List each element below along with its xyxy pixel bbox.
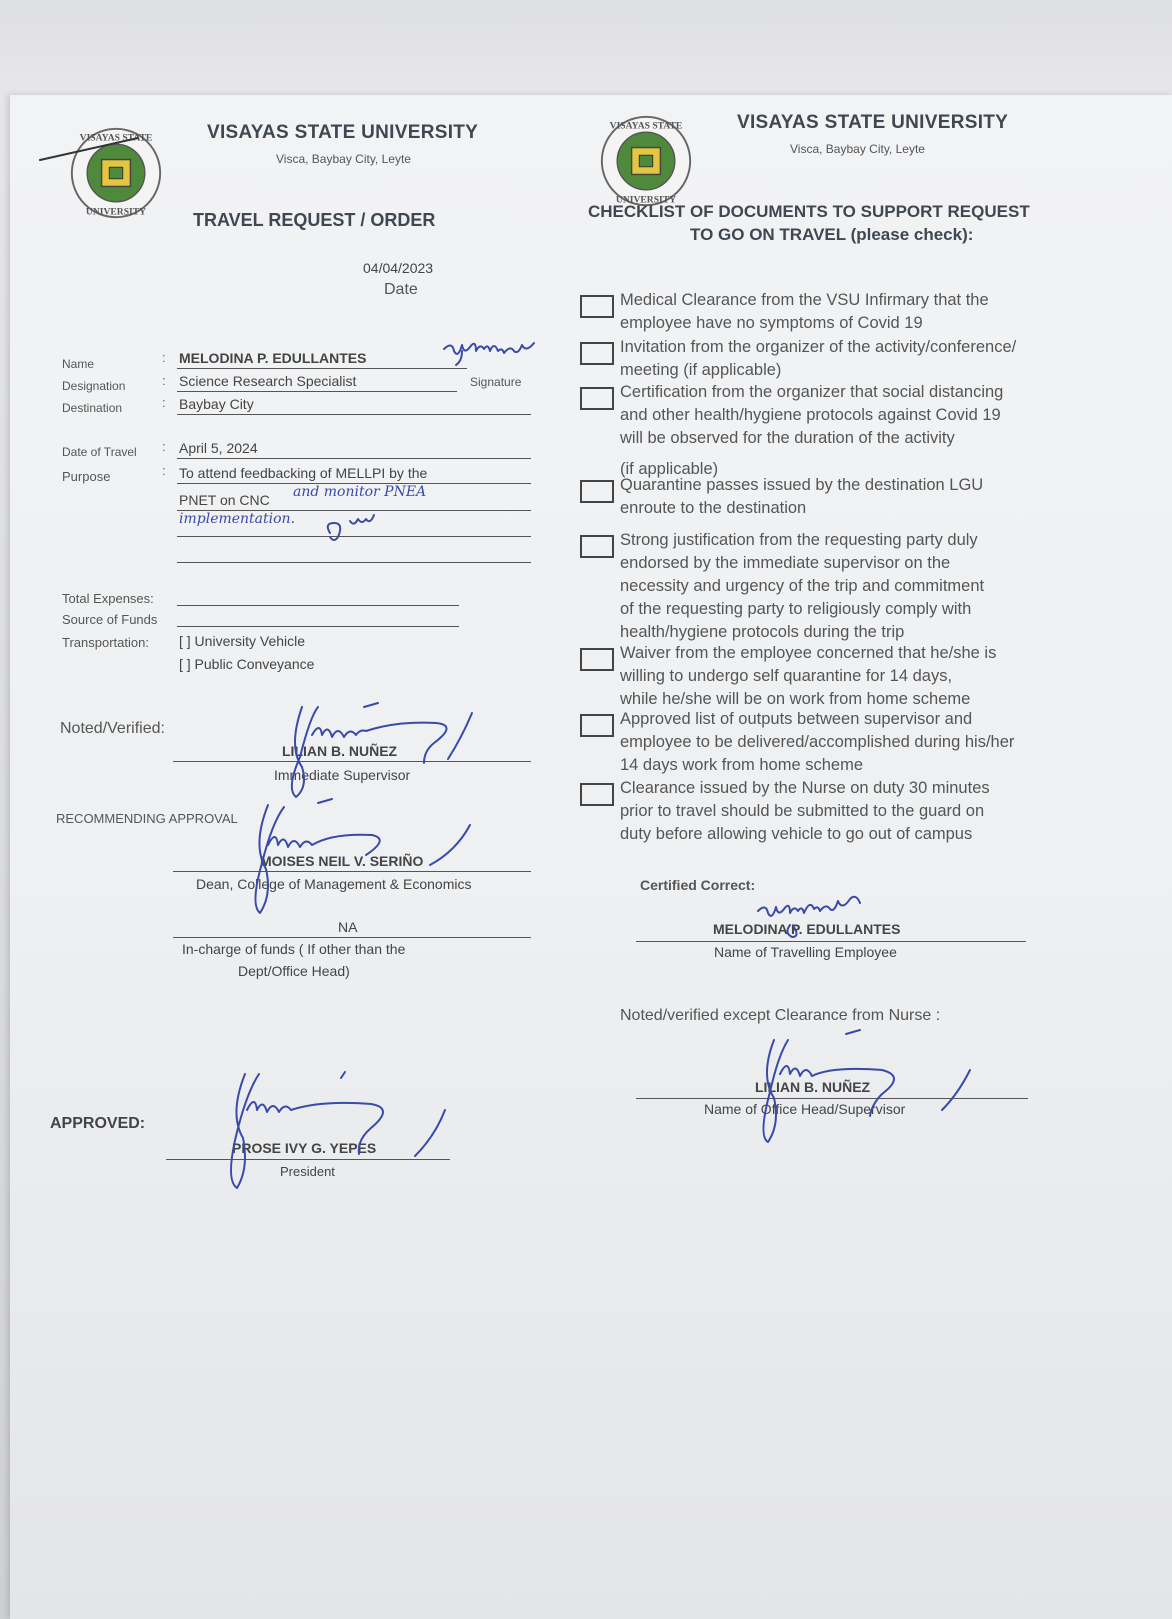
checklist-item-text: employee to be delivered/accomplished during his/her <box>620 733 1015 751</box>
checklist-item-text: willing to undergo self quarantine for 14 days, <box>620 667 953 685</box>
checklist-item-text: of the requesting party to religiously comply with <box>620 600 972 618</box>
checklist-item-text: endorsed by the immediate supervisor on the <box>620 554 951 572</box>
university-address: Visca, Baybay City, Leyte <box>790 142 925 156</box>
supervisor-title: Immediate Supervisor <box>274 767 411 783</box>
checklist-item-text: duty before allowing vehicle to go out of campus <box>620 825 973 843</box>
university-name: VISAYAS STATE UNIVERSITY <box>737 112 1009 133</box>
approved-label: APPROVED: <box>50 1115 146 1132</box>
svg-text:VISAYAS STATE: VISAYAS STATE <box>79 132 153 144</box>
checklist-title-1: CHECKLIST OF DOCUMENTS TO SUPPORT REQUEST <box>588 202 1030 221</box>
checklist-item-text: (if applicable) <box>620 460 719 478</box>
checklist-checkbox[interactable] <box>580 783 614 806</box>
checklist-item-text: Approved list of outputs between supervisor and <box>620 710 973 728</box>
colon: : <box>162 463 166 478</box>
public-conveyance-option: [ ] Public Conveyance <box>179 656 315 672</box>
designation-value: Science Research Specialist <box>179 373 357 389</box>
checklist-checkbox[interactable] <box>580 714 614 737</box>
checklist-item-text: Strong justification from the requesting party duly <box>620 531 978 549</box>
destination-underline <box>177 414 531 415</box>
svg-text:VISAYAS STATE: VISAYAS STATE <box>609 120 683 132</box>
funds-in-charge-title-1: In-charge of funds ( If other than the <box>182 941 406 957</box>
office-head-title: Name of Office Head/Supervisor <box>704 1101 906 1117</box>
destination-label: Destination <box>62 401 123 415</box>
checklist-item-text: employee have no symptoms of Covid 19 <box>620 314 923 332</box>
checklist-checkbox[interactable] <box>580 387 614 410</box>
source-of-funds-label: Source of Funds <box>62 612 158 627</box>
checklist-item-text: Invitation from the organizer of the activity/conference/ <box>620 338 1017 356</box>
supervisor-name: LILIAN B. NUÑEZ <box>282 743 398 759</box>
purpose-underline-3 <box>177 536 531 537</box>
name-underline <box>177 368 467 369</box>
name-value: MELODINA P. EDULLANTES <box>179 350 367 366</box>
signature-label: Signature <box>470 375 522 389</box>
svg-text:UNIVERSITY: UNIVERSITY <box>85 206 147 218</box>
checklist-item-text: enroute to the destination <box>620 499 807 517</box>
checklist-item-text: Certification from the organizer that social distancing <box>620 383 1004 401</box>
university-seal-icon <box>598 113 694 209</box>
purpose-underline-4 <box>177 562 531 563</box>
checklist-item-text: Clearance issued by the Nurse on duty 30 minutes <box>620 779 990 797</box>
date-value: 04/04/2023 <box>363 260 434 276</box>
date-of-travel-underline <box>177 458 531 459</box>
initials-mark <box>320 513 400 543</box>
name-label: Name <box>62 357 95 371</box>
transportation-label: Transportation: <box>62 635 149 650</box>
travelling-employee-title: Name of Travelling Employee <box>714 944 897 960</box>
supervisor-signature <box>272 695 502 805</box>
purpose-line-2: PNET on CNC <box>179 492 270 508</box>
svg-text:UNIVERSITY: UNIVERSITY <box>615 194 677 206</box>
purpose-handwritten-line-3: implementation. <box>179 511 296 527</box>
checklist-checkbox[interactable] <box>580 535 614 558</box>
date-label: Date <box>384 281 418 298</box>
colon: : <box>162 395 166 410</box>
date-of-travel-label: Date of Travel <box>62 445 137 459</box>
checklist-title-2: TO GO ON TRAVEL (please check): <box>690 225 974 244</box>
university-vehicle-option: [ ] University Vehicle <box>179 633 306 649</box>
president-name: PROSE IVY G. YEPES <box>232 1140 377 1156</box>
checklist-checkbox[interactable] <box>580 342 614 365</box>
checklist-item-text: Quarantine passes issued by the destination LGU <box>620 476 984 494</box>
travelling-employee-name: MELODINA P. EDULLANTES <box>713 921 901 937</box>
colon: : <box>162 373 166 388</box>
checklist-item-text: meeting (if applicable) <box>620 361 782 379</box>
dean-signature <box>238 795 478 925</box>
checklist-item-text: necessity and urgency of the trip and commitment <box>620 577 985 595</box>
funds-in-charge-line <box>173 937 531 938</box>
checklist-checkbox[interactable] <box>580 480 614 503</box>
president-title: President <box>280 1164 335 1179</box>
travelling-employee-signature <box>750 895 900 945</box>
checklist-checkbox[interactable] <box>580 295 614 318</box>
purpose-handwritten-addition: and monitor PNEA <box>293 484 427 500</box>
designation-label: Designation <box>62 379 126 393</box>
date-of-travel-value: April 5, 2024 <box>179 440 258 456</box>
noted-verified-except-label: Noted/verified except Clearance from Nurse : <box>620 1007 941 1024</box>
checklist-item-text: prior to travel should be submitted to the guard on <box>620 802 985 820</box>
destination-value: Baybay City <box>179 396 254 412</box>
president-signature <box>215 1070 465 1200</box>
form-title: TRAVEL REQUEST / ORDER <box>193 210 436 230</box>
colon: : <box>162 439 166 454</box>
funds-in-charge-value: NA <box>338 919 358 935</box>
total-expenses-label: Total Expenses: <box>62 591 154 606</box>
dean-title: Dean, College of Management & Economics <box>196 876 472 892</box>
certified-correct-label: Certified Correct: <box>640 877 756 893</box>
purpose-line-1: To attend feedbacking of MELLPI by the <box>179 465 428 481</box>
checklist-item-text: Waiver from the employee concerned that he/she is <box>620 644 997 662</box>
checklist-item-text: 14 days work from home scheme <box>620 756 864 774</box>
colon: : <box>162 350 166 365</box>
checklist-item-text: health/hygiene protocols during the trip <box>620 623 905 641</box>
checklist-item-text: Medical Clearance from the VSU Infirmary that the <box>620 291 989 309</box>
document-page <box>10 95 1172 1619</box>
funds-in-charge-title-2: Dept/Office Head) <box>238 963 350 979</box>
checklist-item-text: will be observed for the duration of the activity <box>620 429 955 447</box>
total-expenses-underline <box>177 605 459 606</box>
university-name: VISAYAS STATE UNIVERSITY <box>207 122 479 143</box>
pen-stroke-mark <box>38 130 148 170</box>
noted-verified-label: Noted/Verified: <box>60 720 165 737</box>
checklist-item-text: and other health/hygiene protocols against Covid 19 <box>620 406 1001 424</box>
dean-name: MOISES NEIL V. SERIÑO <box>260 853 424 869</box>
checklist-item-text: while he/she will be on work from home scheme <box>620 690 971 708</box>
university-address: Visca, Baybay City, Leyte <box>276 152 411 166</box>
office-head-signature <box>750 1030 980 1150</box>
recommending-approval-label: RECOMMENDING APPROVAL <box>56 811 238 826</box>
source-of-funds-underline <box>177 626 459 627</box>
office-head-name: LILIAN B. NUÑEZ <box>755 1079 871 1095</box>
designation-underline <box>177 391 457 392</box>
checklist-checkbox[interactable] <box>580 648 614 671</box>
purpose-label: Purpose <box>62 469 111 484</box>
applicant-signature <box>440 337 550 367</box>
